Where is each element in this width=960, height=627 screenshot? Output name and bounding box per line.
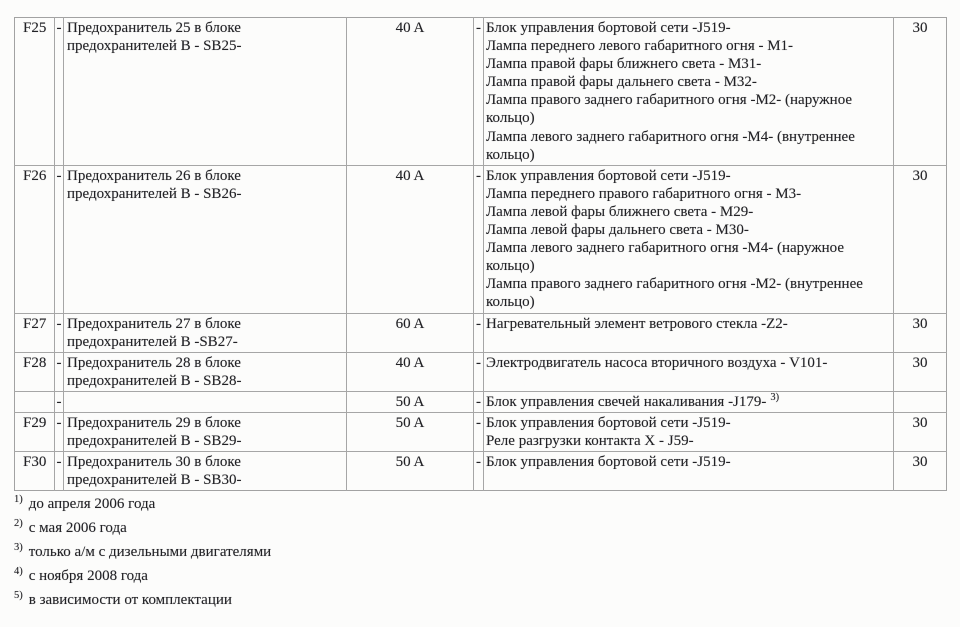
fuse-id: F27	[15, 313, 55, 352]
footnote	[14, 494, 271, 518]
footnote	[14, 590, 271, 614]
fuse-rating: 40 A	[347, 165, 474, 313]
consumer-line	[486, 354, 889, 372]
footnote-text: с ноября 2008 года	[28, 568, 148, 584]
consumer-text: Реле разгрузки контакта X - J59-	[486, 433, 694, 450]
consumer-line	[486, 315, 889, 333]
footnote-ref: 4)	[14, 566, 23, 577]
fuse-description: Предохранитель 27 в блоке предохранителей B -SB27-	[64, 313, 347, 352]
terminal-value: 30	[894, 165, 947, 313]
fuse-description	[64, 391, 347, 412]
table-row	[15, 313, 947, 352]
consumer-line	[486, 128, 889, 164]
terminal-value: 30	[894, 313, 947, 352]
consumer-line	[486, 37, 889, 55]
dash-cell: -	[474, 165, 484, 313]
consumer-text: Лампа переднего левого габаритного огня - M1-	[486, 38, 794, 55]
dash-cell: -	[474, 391, 484, 412]
footnote-text: в зависимости от комплектации	[28, 592, 232, 608]
consumer-line	[486, 453, 889, 471]
fuse-rating: 50 A	[347, 452, 474, 491]
consumers-cell	[484, 352, 894, 391]
consumer-line	[486, 185, 889, 203]
footnote-ref: 3)	[14, 542, 23, 553]
dash-cell: -	[474, 313, 484, 352]
fuse-description: Предохранитель 25 в блоке предохранителей B - SB25-	[64, 18, 347, 166]
table-row	[15, 391, 947, 412]
footnotes	[14, 494, 271, 614]
fuse-description: Предохранитель 30 в блоке предохранителей B - SB30-	[64, 452, 347, 491]
dash-cell: -	[55, 18, 64, 166]
terminal-value: 30	[894, 412, 947, 451]
fuse-rating: 40 A	[347, 352, 474, 391]
consumer-line	[486, 432, 889, 450]
fuse-description: Предохранитель 26 в блоке предохранителей B - SB26-	[64, 165, 347, 313]
dash-cell: -	[55, 452, 64, 491]
terminal-value: 30	[894, 18, 947, 166]
consumer-text: Лампа правого заднего габаритного огня -M2- (внутреннее кольцо)	[486, 276, 863, 311]
fuse-id: F30	[15, 452, 55, 491]
fuse-rating: 50 A	[347, 412, 474, 451]
dash-cell: -	[55, 412, 64, 451]
consumer-text: Нагревательный элемент ветрового стекла -Z2-	[486, 315, 788, 332]
consumer-line	[486, 414, 889, 432]
consumer-text: Лампа левого заднего габаритного огня -M4- (наружное кольцо)	[486, 240, 845, 275]
table-row	[15, 352, 947, 391]
consumer-line	[486, 55, 889, 73]
terminal-value: 30	[912, 454, 928, 471]
footnote-text: только а/м с дизельными двигателями	[28, 544, 272, 560]
consumer-line	[486, 203, 889, 221]
footnote-ref: 3)	[770, 391, 780, 403]
footnote-text: до апреля 2006 года	[28, 496, 156, 512]
consumer-text: Лампа левой фары дальнего света - M30-	[486, 222, 749, 239]
consumer-text: Блок управления бортовой сети -J519-	[486, 20, 731, 36]
consumer-line	[486, 19, 889, 37]
table-row	[15, 18, 947, 166]
consumer-text: Лампа левой фары ближнего света - M29-	[486, 203, 754, 220]
fuse-rating: 40 A	[347, 18, 474, 166]
consumer-line	[486, 73, 889, 91]
consumers-cell	[484, 452, 894, 491]
dash-cell: -	[55, 391, 64, 412]
consumer-text: Лампа правой фары дальнего света - M32-	[486, 74, 757, 91]
consumer-line	[486, 167, 889, 185]
dash-cell: -	[55, 313, 64, 352]
consumer-text: Лампа переднего правого габаритного огня - M3-	[486, 185, 802, 202]
table-row	[15, 412, 947, 451]
consumer-text: Блок управления бортовой сети -J519-	[486, 414, 731, 431]
footnote-text: с мая 2006 года	[28, 520, 127, 536]
footnote-ref: 1)	[14, 494, 23, 505]
consumer-line	[486, 91, 889, 127]
fuse-rating: 60 A	[347, 313, 474, 352]
consumer-text: Блок управления бортовой сети -J519-	[486, 167, 731, 184]
footnote-ref: 5)	[14, 590, 23, 601]
terminal-value: 30	[894, 352, 947, 391]
footnote-ref: 2)	[14, 518, 23, 529]
consumer-text: Лампа правой фары ближнего света - M31-	[486, 56, 762, 73]
footnote	[14, 566, 271, 590]
consumer-line	[486, 275, 889, 311]
footnote	[14, 518, 271, 542]
dash-cell: -	[474, 412, 484, 451]
consumer-text: Лампа правого заднего габаритного огня -M2- (наружное кольцо)	[486, 92, 853, 127]
fuse-id: F26	[15, 165, 55, 313]
fuse-id: F25	[15, 18, 55, 166]
consumer-line	[486, 239, 889, 275]
consumers-cell	[484, 165, 894, 313]
consumer-line	[486, 393, 889, 411]
consumer-text: Электродвигатель насоса вторичного воздуха - V101-	[486, 354, 828, 371]
fuse-id: F29	[15, 412, 55, 451]
consumers-cell	[484, 313, 894, 352]
fuse-description: Предохранитель 28 в блоке предохранителей B - SB28-	[64, 352, 347, 391]
dash-cell: -	[474, 352, 484, 391]
dash-cell: -	[474, 452, 484, 491]
dash-cell: -	[55, 165, 64, 313]
table-row	[15, 165, 947, 313]
consumer-line	[486, 221, 889, 239]
fuse-id: F28	[15, 352, 55, 391]
terminal-value	[894, 391, 947, 412]
consumer-text: Лампа левого заднего габаритного огня -M4- (внутреннее кольцо)	[486, 128, 855, 163]
consumer-text: Блок управления бортовой сети -J519-	[486, 454, 731, 471]
fuse-rating: 50 A	[347, 391, 474, 412]
table-row	[15, 452, 947, 491]
dash-cell: -	[55, 352, 64, 391]
footnote	[14, 542, 271, 566]
fuse-description: Предохранитель 29 в блоке предохранителей B - SB29-	[64, 412, 347, 451]
consumer-text: Блок управления свечей накаливания -J179-	[486, 393, 767, 410]
consumers-cell	[484, 18, 894, 166]
consumers-cell	[484, 391, 894, 412]
consumers-cell	[484, 412, 894, 451]
dash-cell: -	[474, 18, 484, 166]
fuse-id	[15, 391, 55, 412]
fuse-table	[14, 17, 947, 491]
